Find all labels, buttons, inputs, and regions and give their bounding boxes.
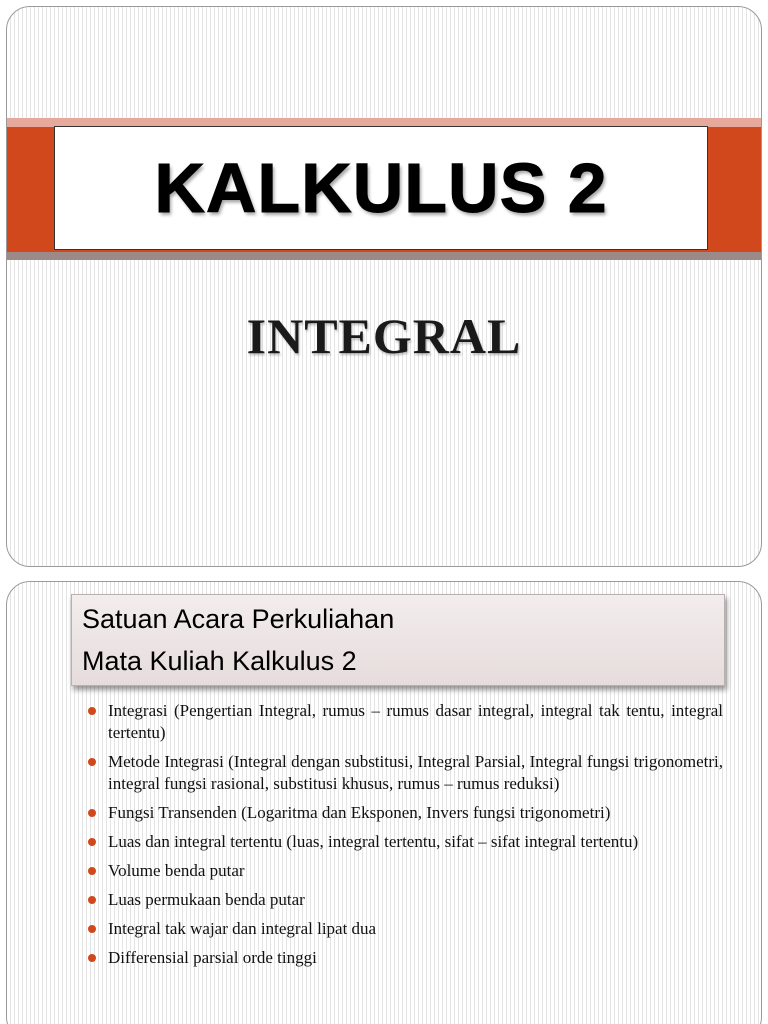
syllabus-heading-line-1: Satuan Acara Perkuliahan bbox=[82, 604, 395, 634]
bullet-dot-icon bbox=[88, 758, 96, 766]
list-item bbox=[85, 802, 723, 824]
bullet-dot-icon bbox=[88, 896, 96, 904]
list-item-text: Luas dan integral tertentu (luas, integral tertentu, sifat – sifat integral tertentu) bbox=[108, 832, 639, 851]
bullet-dot-icon bbox=[88, 809, 96, 817]
list-item-text: Luas permukaan benda putar bbox=[108, 890, 305, 909]
title-band-bottom-stripe bbox=[7, 252, 761, 260]
bullet-dot-icon bbox=[88, 707, 96, 715]
list-item bbox=[85, 700, 723, 744]
bullet-dot-icon bbox=[88, 925, 96, 933]
list-item-text: Integral tak wajar dan integral lipat dua bbox=[108, 919, 377, 938]
list-item bbox=[85, 860, 723, 882]
list-item-text: Metode Integrasi (Integral dengan substitusi, Integral Parsial, Integral fungsi trigonometri, integral fungsi rasional, substitusi khusus, rumus – rumus reduksi) bbox=[108, 752, 723, 793]
syllabus-heading-box bbox=[71, 594, 725, 686]
syllabus-bullet-list bbox=[85, 700, 723, 976]
title-box bbox=[54, 126, 708, 250]
slide-syllabus bbox=[6, 581, 762, 1024]
list-item bbox=[85, 889, 723, 911]
list-item-text: Integrasi (Pengertian Integral, rumus – rumus dasar integral, integral tak tentu, integral tertentu) bbox=[108, 701, 723, 742]
slide-title-text: KALKULUS 2 bbox=[154, 149, 608, 227]
list-item-text: Fungsi Transenden (Logaritma dan Eksponen, Invers fungsi trigonometri) bbox=[108, 803, 611, 822]
slide-title bbox=[6, 6, 762, 567]
list-item bbox=[85, 918, 723, 940]
syllabus-heading-line-2: Mata Kuliah Kalkulus 2 bbox=[82, 646, 357, 676]
list-item-text: Volume benda putar bbox=[108, 861, 245, 880]
list-item bbox=[85, 751, 723, 795]
list-item bbox=[85, 947, 723, 969]
list-item-text: Differensial parsial orde tinggi bbox=[108, 948, 317, 967]
list-item bbox=[85, 831, 723, 853]
bullet-dot-icon bbox=[88, 838, 96, 846]
slide-subtitle-text: INTEGRAL bbox=[246, 308, 522, 364]
bullet-dot-icon bbox=[88, 954, 96, 962]
bullet-dot-icon bbox=[88, 867, 96, 875]
